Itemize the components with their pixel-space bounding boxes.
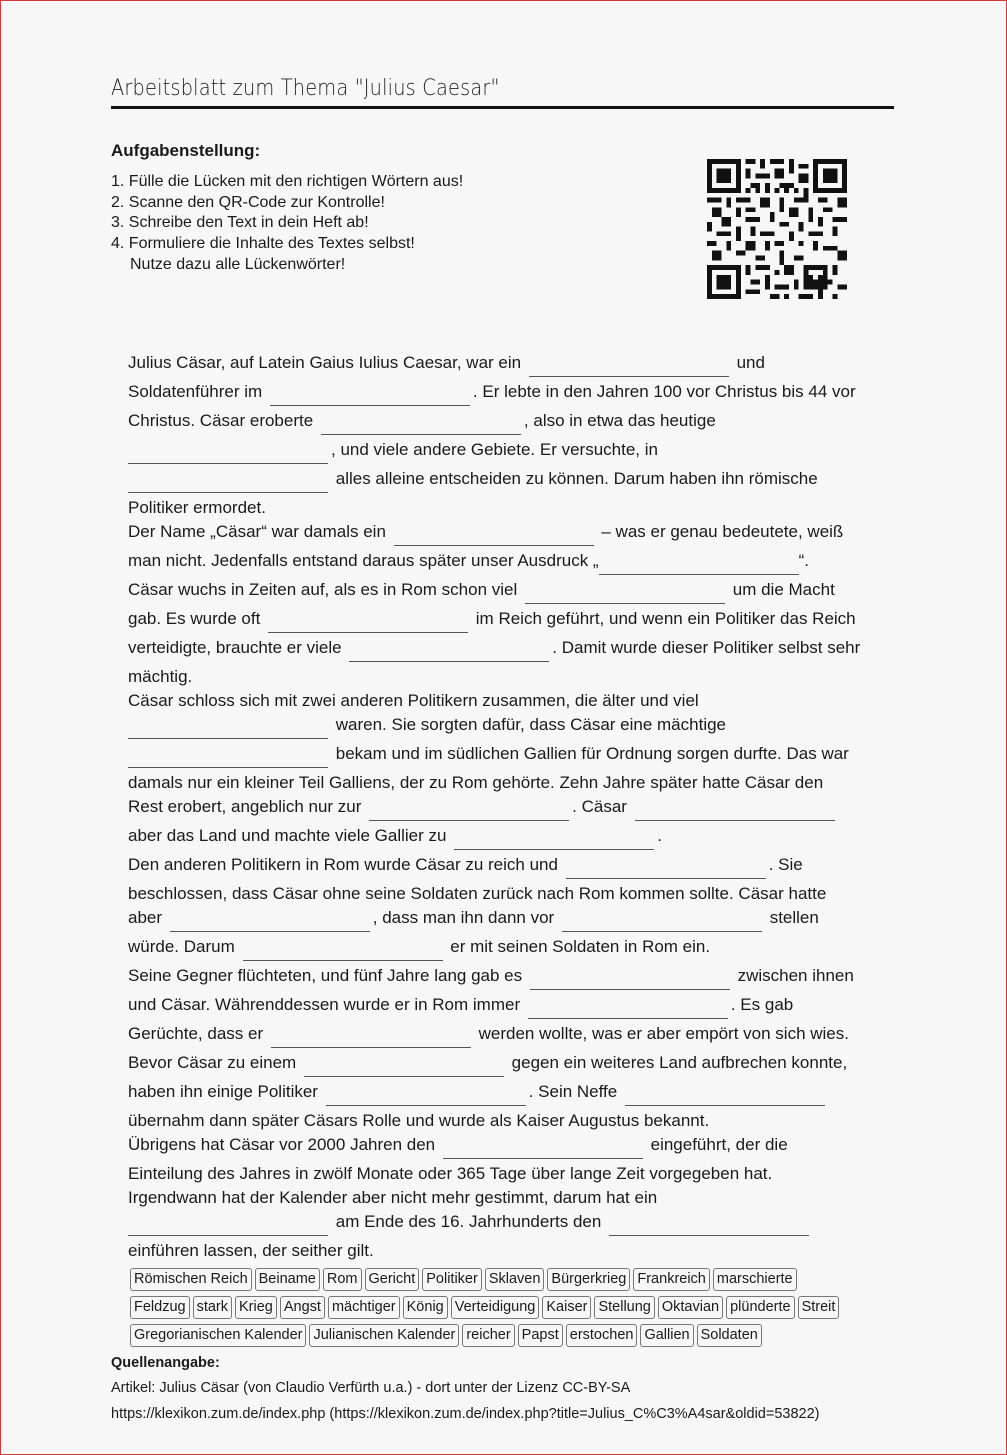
word-chip[interactable]: Frankreich	[633, 1268, 710, 1291]
word-chip[interactable]: Kaiser	[542, 1296, 591, 1319]
cloze-text	[128, 348, 888, 1260]
text-line: Übrigens hat Cäsar vor 2000 Jahren den eingeführt, der die	[128, 1130, 888, 1159]
task-item: 1. Fülle die Lücken mit den richtigen Wörtern aus!	[111, 173, 464, 190]
gap-field[interactable]	[243, 938, 443, 961]
text-line: Julius Cäsar, auf Latein Gaius Iulius Caesar, war ein und	[128, 348, 888, 377]
gap-field[interactable]	[443, 1136, 643, 1159]
gap-field[interactable]	[528, 996, 728, 1019]
text-line: aber , dass man ihn dann vor stellen	[128, 903, 888, 932]
gap-field[interactable]	[170, 909, 370, 932]
tasks-heading: Aufgabenstellung:	[111, 141, 261, 160]
task-item: 2. Scanne den QR-Code zur Kontrolle!	[111, 193, 385, 211]
gap-field[interactable]	[326, 1083, 526, 1106]
text-line: Seine Gegner flüchteten, und fünf Jahre lang gab es zwischen ihnen	[128, 961, 888, 990]
gap-field[interactable]	[128, 441, 328, 464]
gap-field[interactable]	[609, 1213, 809, 1236]
word-chip[interactable]: König	[403, 1296, 448, 1319]
text-line: verteidigte, brauchte er viele . Damit wurde dieser Politiker selbst sehr	[128, 633, 888, 662]
text-line: man nicht. Jedenfalls entstand daraus später unser Ausdruck „ “.	[128, 546, 888, 575]
text-line: übernahm dann später Cäsars Rolle und wurde als Kaiser Augustus bekannt.	[128, 1111, 710, 1130]
word-chip[interactable]: Stellung	[594, 1296, 654, 1319]
word-bank-row	[130, 1324, 890, 1347]
text-line: Cäsar schloss sich mit zwei anderen Politikern zusammen, die älter und viel	[128, 691, 699, 710]
gap-field[interactable]	[128, 470, 328, 493]
text-line: Bevor Cäsar zu einem gegen ein weiteres Land aufbrechen konnte,	[128, 1048, 888, 1077]
sources-heading: Quellenangabe:	[111, 1355, 220, 1371]
gap-field[interactable]	[525, 581, 725, 604]
gap-field[interactable]	[625, 1083, 825, 1106]
gap-field[interactable]	[270, 383, 470, 406]
text-line: Cäsar wuchs in Zeiten auf, als es in Rom schon viel um die Macht	[128, 575, 888, 604]
word-chip[interactable]: marschierte	[713, 1268, 797, 1291]
word-chip[interactable]: Verteidigung	[451, 1296, 540, 1319]
word-bank	[130, 1268, 890, 1352]
gap-field[interactable]	[128, 745, 328, 768]
gap-field[interactable]	[635, 798, 835, 821]
text-line: und Cäsar. Währenddessen wurde er in Rom immer . Es gab	[128, 990, 888, 1019]
gap-field[interactable]	[321, 412, 521, 435]
word-chip[interactable]: Beiname	[255, 1268, 320, 1291]
word-chip[interactable]: Römischen Reich	[130, 1268, 252, 1291]
gap-field[interactable]	[599, 552, 799, 575]
word-chip[interactable]: Soldaten	[697, 1324, 762, 1347]
text-line: Rest erobert, angeblich nur zur . Cäsar	[128, 792, 888, 821]
text-line: Christus. Cäsar eroberte , also in etwa das heutige	[128, 406, 888, 435]
text-line: einführen lassen, der seither gilt.	[128, 1241, 374, 1260]
word-chip[interactable]: Sklaven	[485, 1268, 545, 1291]
text-line: am Ende des 16. Jahrhunderts den	[128, 1207, 888, 1236]
word-chip[interactable]: Streit	[798, 1296, 840, 1319]
gap-field[interactable]	[304, 1054, 504, 1077]
gap-field[interactable]	[271, 1025, 471, 1048]
text-line: haben ihn einige Politiker . Sein Neffe	[128, 1077, 888, 1106]
gap-field[interactable]	[454, 827, 654, 850]
text-line: mächtig.	[128, 667, 193, 686]
word-chip[interactable]: Julianischen Kalender	[309, 1324, 459, 1347]
task-list	[111, 172, 463, 276]
word-bank-row	[130, 1268, 890, 1291]
title-underline	[111, 106, 894, 109]
text-line: damals nur ein kleiner Teil Galliens, der zu Rom gehörte. Zehn Jahre später hatte Cäsar den	[128, 773, 824, 792]
text-line: würde. Darum er mit seinen Soldaten in Rom ein.	[128, 932, 888, 961]
text-line: Den anderen Politikern in Rom wurde Cäsar zu reich und . Sie	[128, 850, 888, 879]
text-line: , und viele andere Gebiete. Er versuchte, in	[128, 435, 888, 464]
gap-field[interactable]	[566, 856, 766, 879]
word-bank-row	[130, 1296, 890, 1319]
source-article: Artikel: Julius Cäsar (von Claudio Verfürth u.a.) - dort unter der Lizenz CC-BY-SA	[111, 1380, 631, 1396]
word-chip[interactable]: Rom	[323, 1268, 362, 1291]
word-chip[interactable]: Bürgerkrieg	[547, 1268, 630, 1291]
gap-field[interactable]	[268, 610, 468, 633]
text-line: alles alleine entscheiden zu können. Darum haben ihn römische	[128, 464, 888, 493]
text-line: gab. Es wurde oft im Reich geführt, und wenn ein Politiker das Reich	[128, 604, 888, 633]
gap-field[interactable]	[562, 909, 762, 932]
word-chip[interactable]: erstochen	[566, 1324, 638, 1347]
page-title: Arbeitsblatt zum Thema "Julius Caesar"	[111, 76, 500, 101]
qr-code-icon[interactable]	[707, 159, 847, 299]
text-line: beschlossen, dass Cäsar ohne seine Soldaten zurück nach Rom kommen sollte. Cäsar hatte	[128, 884, 827, 903]
word-chip[interactable]: stark	[193, 1296, 232, 1319]
word-chip[interactable]: Papst	[518, 1324, 563, 1347]
word-chip[interactable]: Angst	[280, 1296, 325, 1319]
word-chip[interactable]: Politiker	[422, 1268, 482, 1291]
gap-field[interactable]	[128, 716, 328, 739]
gap-field[interactable]	[128, 1213, 328, 1236]
task-item: 3. Schreibe den Text in dein Heft ab!	[111, 214, 369, 232]
task-item: Nutze dazu alle Lückenwörter!	[130, 255, 346, 273]
text-line: Irgendwann hat der Kalender aber nicht mehr gestimmt, darum hat ein	[128, 1188, 658, 1207]
gap-field[interactable]	[369, 798, 569, 821]
text-line: Soldatenführer im . Er lebte in den Jahren 100 vor Christus bis 44 vor	[128, 377, 888, 406]
word-chip[interactable]: Oktavian	[658, 1296, 723, 1319]
word-chip[interactable]: reicher	[462, 1324, 514, 1347]
gap-field[interactable]	[349, 639, 549, 662]
text-line: waren. Sie sorgten dafür, dass Cäsar eine mächtige	[128, 710, 888, 739]
gap-field[interactable]	[394, 523, 594, 546]
gap-field[interactable]	[529, 354, 729, 377]
text-line: Gerüchte, dass er werden wollte, was er aber empört von sich wies.	[128, 1019, 888, 1048]
text-line: Einteilung des Jahres in zwölf Monate oder 365 Tage über lange Zeit vorgegeben hat.	[128, 1164, 773, 1183]
word-chip[interactable]: mächtiger	[328, 1296, 400, 1319]
word-chip[interactable]: plünderte	[726, 1296, 794, 1319]
text-line: aber das Land und machte viele Gallier zu .	[128, 821, 888, 850]
task-item: 4. Formuliere die Inhalte des Textes selbst!	[111, 235, 415, 253]
word-chip[interactable]: Feldzug	[130, 1296, 190, 1319]
gap-field[interactable]	[530, 967, 730, 990]
word-chip[interactable]: Gregorianischen Kalender	[130, 1324, 306, 1347]
source-url-link[interactable]: https://klexikon.zum.de/index.php (https://klexikon.zum.de/index.php?title=Julius_C%C3%A4sar&oldid=53822)	[111, 1406, 820, 1422]
text-line: Der Name „Cäsar“ war damals ein – was er genau bedeutete, weiß	[128, 517, 888, 546]
word-chip[interactable]: Krieg	[235, 1296, 277, 1319]
text-line: Politiker ermordet.	[128, 498, 266, 517]
text-line: bekam und im südlichen Gallien für Ordnung sorgen durfte. Das war	[128, 739, 888, 768]
word-chip[interactable]: Gallien	[640, 1324, 693, 1347]
word-chip[interactable]: Gericht	[365, 1268, 420, 1291]
